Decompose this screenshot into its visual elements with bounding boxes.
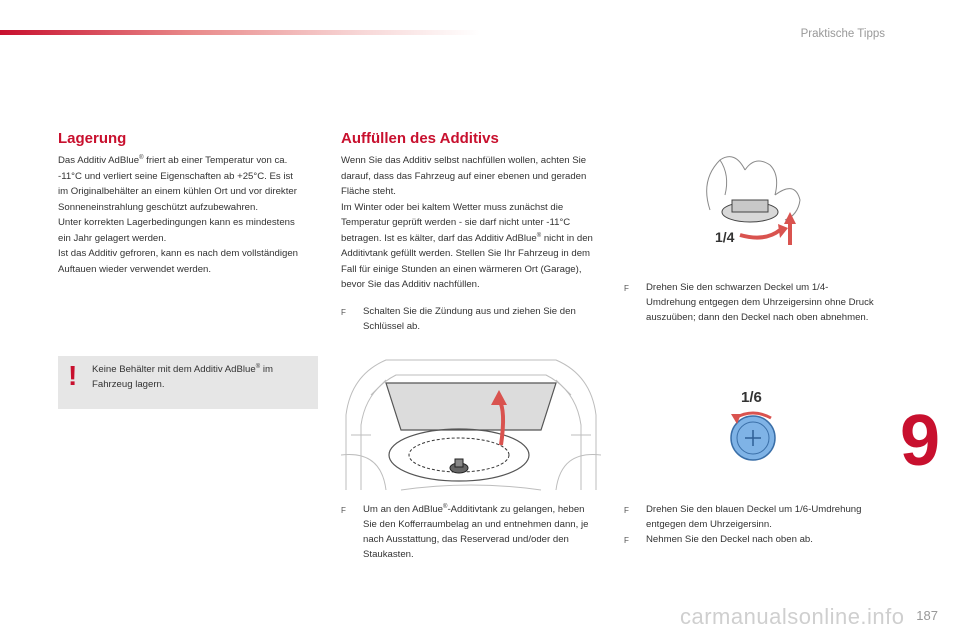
trunk-illustration [341, 355, 601, 495]
bullet-marker: F [624, 284, 629, 293]
warning-box [58, 356, 318, 409]
rotate-arrow [740, 230, 780, 238]
sixth-turn-label: 1/6 [741, 389, 762, 406]
bullet-marker: F [624, 506, 629, 515]
warning-icon: ! [68, 360, 78, 391]
bullet-marker: F [624, 536, 629, 545]
step-turn-blue-cap: F Drehen Sie den blauen Deckel um 1/6-Umdrehung entgegen dem Uhrzeigersinn. [624, 504, 862, 530]
step-remove-cap: F Nehmen Sie den Deckel nach oben ab. [624, 532, 876, 548]
refill-heading: Auffüllen des Additivs [341, 130, 499, 147]
warning-text: Keine Behälter mit dem Additiv AdBlue® im Fahrzeug lagern. [92, 363, 273, 390]
storage-paragraph-1: Das Additiv AdBlue® friert ab einer Temperatur von ca. -11°C und verliert seine Eigenschaften ab +25°C. Es ist im Originalbehälter an einem kühlen Ort und vor direkter Sonneneinstrahlung geschützt aufzubewahren. [58, 154, 297, 213]
trunk-floor-panel [386, 383, 556, 430]
page-number: 187 [916, 608, 938, 623]
step-ignition-off: F Schalten Sie die Zündung aus und ziehen Sie den Schlüssel ab. [341, 306, 576, 332]
refill-paragraph-1: Wenn Sie das Additiv selbst nachfüllen wollen, achten Sie darauf, dass das Fahrzeug auf einer ebenen und geraden Fläche steht. [341, 155, 587, 197]
bullet-marker: F [341, 308, 346, 317]
storage-paragraph-2: Unter korrekten Lagerbedingungen kann es mindestens ein Jahr gelagert werden. [58, 217, 295, 244]
step-remove-black-cap: F Drehen Sie den schwarzen Deckel um 1/4-Umdrehung entgegen dem Uhrzeigersinn ohne Druck auszuüben; dann den Deckel nach oben abnehmen. [624, 282, 874, 323]
blue-cap-illustration [705, 380, 815, 465]
section-title: Praktische Tipps [800, 28, 885, 40]
chapter-number: 9 [899, 401, 940, 481]
watermark: carmanualsonline.info [680, 604, 905, 629]
storage-heading: Lagerung [58, 130, 127, 147]
quarter-turn-label: 1/4 [715, 229, 735, 245]
step-access-tank: F Um an den AdBlue®-Additivtank zu gelangen, heben Sie den Kofferraumbelag an und entnehmen dann, je nach Ausstattung, das Reserverad und/oder den Staukasten. [341, 503, 589, 560]
black-cap-illustration [700, 150, 810, 250]
storage-paragraph-3: Ist das Additiv gefroren, kann es nach dem vollständigen Auftauen wieder verwendet werden. [58, 248, 298, 275]
header-accent-bar [0, 30, 480, 35]
storage-text [58, 153, 303, 277]
bullet-marker: F [341, 506, 346, 515]
refill-paragraph-2: Im Winter oder bei kaltem Wetter muss zunächst die Temperatur geprüft werden - sie darf nicht unter -11°C betragen. Ist es kälter, darf das Additiv AdBlue® nicht in den Additivtank gefüllt werden. Stellen Sie Ihr Fahrzeug in dem Fall für einige Stunden an einen wärmeren Ort (Garage), bevor Sie das Additiv nachfüllen. [341, 201, 593, 290]
refill-text [341, 153, 603, 293]
